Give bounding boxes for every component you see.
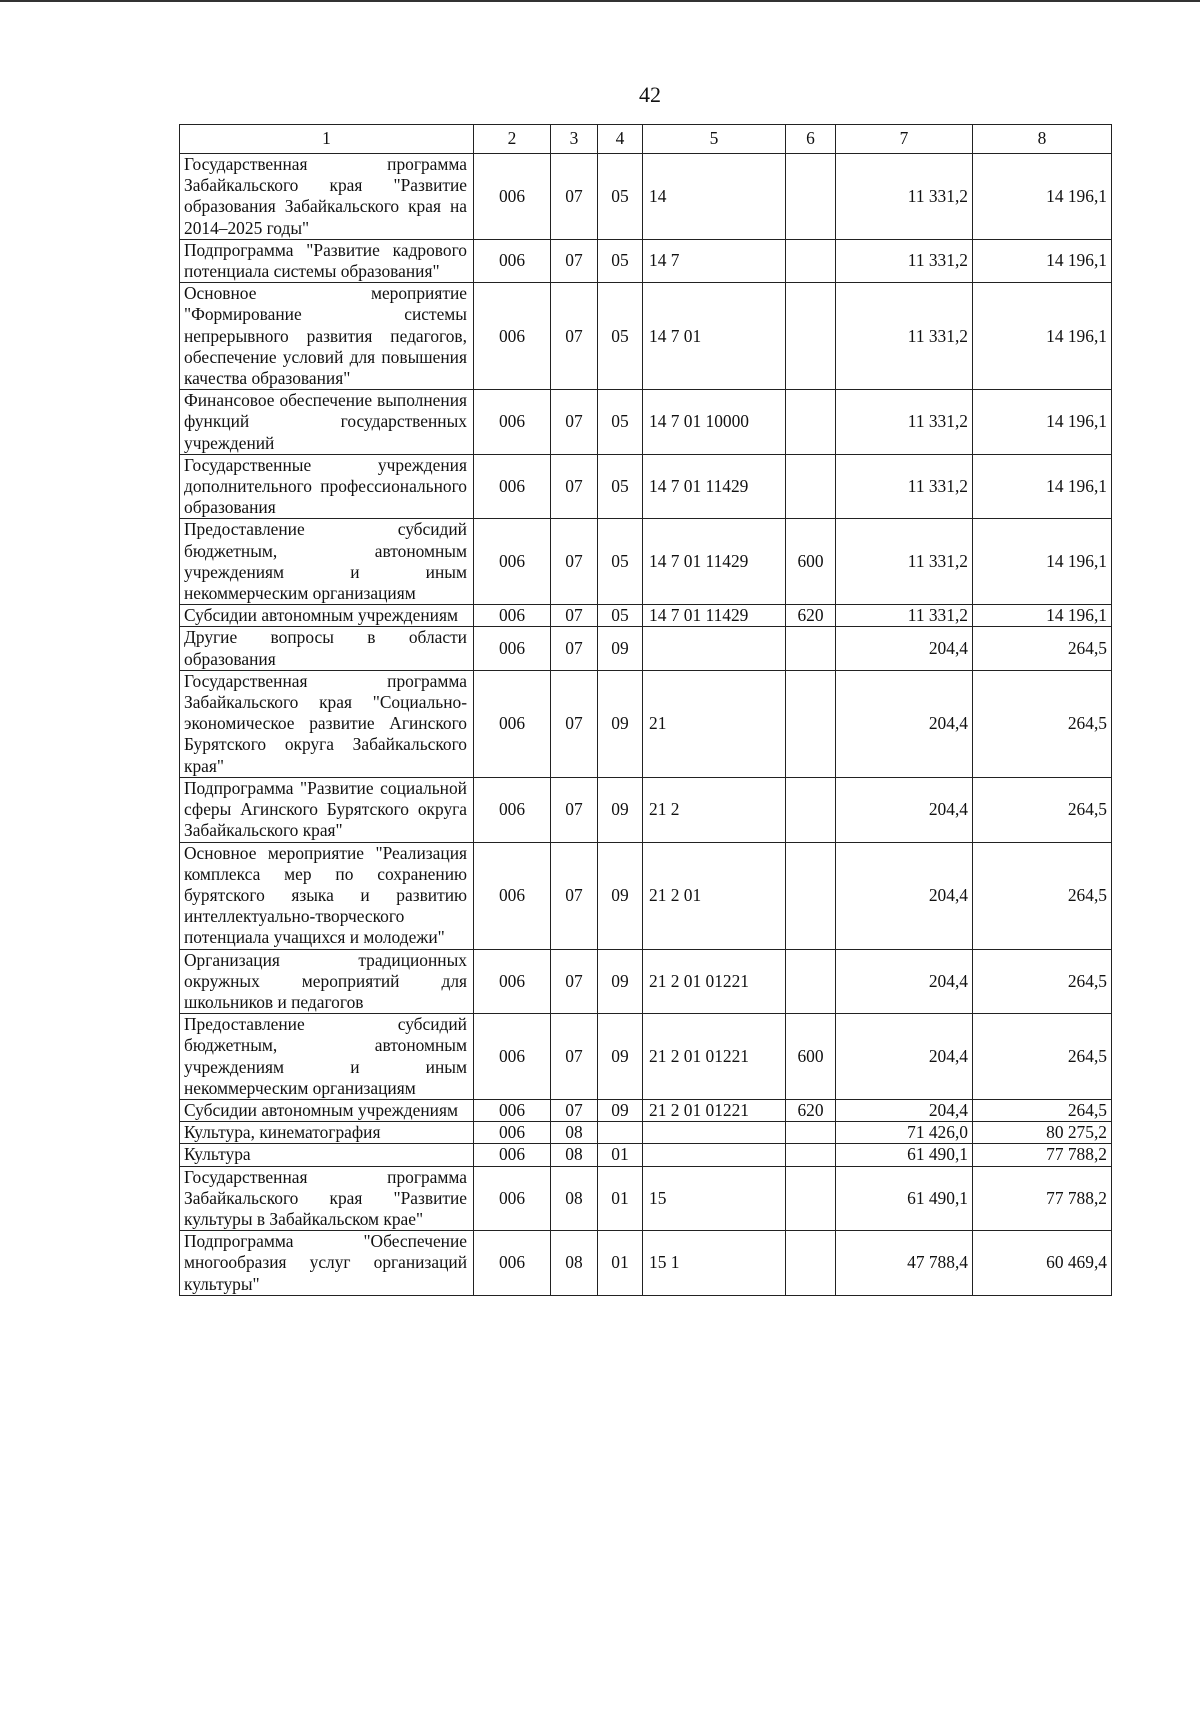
row-amount-col7-cell: 204,4 xyxy=(836,1099,973,1121)
row-target-article-cell: 21 2 01 xyxy=(643,842,786,949)
table-row xyxy=(180,1099,1112,1121)
row-subsection-cell: 09 xyxy=(598,670,643,777)
row-amount-col7-cell: 11 331,2 xyxy=(836,605,973,627)
table-row xyxy=(180,1144,1112,1166)
row-name-cell: Финансовое обеспечение выполнения функций государственных учреждений xyxy=(180,390,474,455)
table-row xyxy=(180,454,1112,519)
budget-table xyxy=(179,124,1112,1296)
row-section-cell: 08 xyxy=(551,1166,598,1231)
row-expense-type-cell xyxy=(786,777,836,842)
row-section-cell: 08 xyxy=(551,1144,598,1166)
row-expense-type-cell: 620 xyxy=(786,1099,836,1121)
row-section-cell: 07 xyxy=(551,627,598,670)
column-header-5: 5 xyxy=(643,125,786,154)
row-admin-code-cell: 006 xyxy=(474,1231,551,1296)
row-subsection-cell xyxy=(598,1122,643,1144)
row-expense-type-cell: 620 xyxy=(786,605,836,627)
row-section-cell: 07 xyxy=(551,519,598,605)
row-admin-code-cell: 006 xyxy=(474,454,551,519)
row-expense-type-cell xyxy=(786,627,836,670)
column-header-1: 1 xyxy=(180,125,474,154)
row-target-article-cell: 14 7 01 11429 xyxy=(643,605,786,627)
row-amount-col8-cell: 77 788,2 xyxy=(973,1166,1112,1231)
row-section-cell: 08 xyxy=(551,1122,598,1144)
row-name-cell: Субсидии автономным учреждениям xyxy=(180,1099,474,1121)
row-name-cell: Другие вопросы в области образования xyxy=(180,627,474,670)
row-amount-col7-cell: 71 426,0 xyxy=(836,1122,973,1144)
row-target-article-cell xyxy=(643,1122,786,1144)
row-amount-col8-cell: 80 275,2 xyxy=(973,1122,1112,1144)
table-header-row xyxy=(180,125,1112,154)
row-admin-code-cell: 006 xyxy=(474,1144,551,1166)
row-subsection-cell: 09 xyxy=(598,949,643,1014)
row-amount-col7-cell: 204,4 xyxy=(836,842,973,949)
table-row xyxy=(180,627,1112,670)
row-admin-code-cell: 006 xyxy=(474,390,551,455)
row-target-article-cell: 21 2 01 01221 xyxy=(643,949,786,1014)
row-amount-col8-cell: 264,5 xyxy=(973,949,1112,1014)
row-target-article-cell: 21 xyxy=(643,670,786,777)
table-row xyxy=(180,1166,1112,1231)
row-section-cell: 07 xyxy=(551,454,598,519)
column-header-3: 3 xyxy=(551,125,598,154)
row-section-cell: 07 xyxy=(551,1099,598,1121)
row-subsection-cell: 01 xyxy=(598,1144,643,1166)
row-amount-col7-cell: 11 331,2 xyxy=(836,390,973,455)
table-row xyxy=(180,777,1112,842)
row-target-article-cell xyxy=(643,1144,786,1166)
row-target-article-cell: 14 7 01 10000 xyxy=(643,390,786,455)
row-admin-code-cell: 006 xyxy=(474,605,551,627)
row-amount-col7-cell: 61 490,1 xyxy=(836,1166,973,1231)
row-amount-col7-cell: 11 331,2 xyxy=(836,239,973,282)
row-subsection-cell: 05 xyxy=(598,239,643,282)
row-subsection-cell: 09 xyxy=(598,842,643,949)
row-section-cell: 07 xyxy=(551,239,598,282)
table-row xyxy=(180,605,1112,627)
row-name-cell: Подпрограмма "Развитие социальной сферы Агинского Бурятского округа Забайкальского края" xyxy=(180,777,474,842)
row-subsection-cell: 09 xyxy=(598,1099,643,1121)
row-subsection-cell: 09 xyxy=(598,1014,643,1100)
row-amount-col7-cell: 204,4 xyxy=(836,1014,973,1100)
row-expense-type-cell xyxy=(786,949,836,1014)
row-section-cell: 07 xyxy=(551,154,598,240)
row-target-article-cell: 21 2 xyxy=(643,777,786,842)
row-expense-type-cell: 600 xyxy=(786,519,836,605)
table-row xyxy=(180,1231,1112,1296)
row-subsection-cell: 05 xyxy=(598,390,643,455)
row-section-cell: 07 xyxy=(551,1014,598,1100)
row-target-article-cell: 14 7 01 11429 xyxy=(643,519,786,605)
column-header-4: 4 xyxy=(598,125,643,154)
page-number: 42 xyxy=(639,82,661,107)
row-admin-code-cell: 006 xyxy=(474,777,551,842)
row-section-cell: 08 xyxy=(551,1231,598,1296)
row-name-cell: Основное мероприятие "Формирование системы непрерывного развития педагогов, обеспечение условий для повышения качества образования" xyxy=(180,283,474,390)
row-amount-col7-cell: 11 331,2 xyxy=(836,519,973,605)
page-top-border xyxy=(0,0,1200,2)
row-amount-col8-cell: 264,5 xyxy=(973,1099,1112,1121)
row-subsection-cell: 09 xyxy=(598,627,643,670)
row-amount-col7-cell: 204,4 xyxy=(836,777,973,842)
row-amount-col7-cell: 61 490,1 xyxy=(836,1144,973,1166)
table-row xyxy=(180,949,1112,1014)
row-target-article-cell: 14 7 01 xyxy=(643,283,786,390)
row-section-cell: 07 xyxy=(551,842,598,949)
row-subsection-cell: 05 xyxy=(598,454,643,519)
row-expense-type-cell xyxy=(786,842,836,949)
row-amount-col8-cell: 14 196,1 xyxy=(973,454,1112,519)
row-subsection-cell: 05 xyxy=(598,605,643,627)
column-header-6: 6 xyxy=(786,125,836,154)
row-expense-type-cell xyxy=(786,1231,836,1296)
row-subsection-cell: 09 xyxy=(598,777,643,842)
row-expense-type-cell xyxy=(786,154,836,240)
row-amount-col7-cell: 204,4 xyxy=(836,949,973,1014)
row-name-cell: Государственная программа Забайкальского края "Развитие культуры в Забайкальском крае" xyxy=(180,1166,474,1231)
table-row xyxy=(180,842,1112,949)
table-row xyxy=(180,154,1112,240)
row-admin-code-cell: 006 xyxy=(474,842,551,949)
row-subsection-cell: 01 xyxy=(598,1231,643,1296)
row-amount-col8-cell: 14 196,1 xyxy=(973,605,1112,627)
row-expense-type-cell xyxy=(786,283,836,390)
table-row xyxy=(180,239,1112,282)
row-amount-col8-cell: 264,5 xyxy=(973,627,1112,670)
table-row xyxy=(180,1014,1112,1100)
row-name-cell: Подпрограмма "Развитие кадрового потенциала системы образования" xyxy=(180,239,474,282)
row-expense-type-cell xyxy=(786,454,836,519)
row-name-cell: Государственные учреждения дополнительного профессионального образования xyxy=(180,454,474,519)
row-name-cell: Организация традиционных окружных мероприятий для школьников и педагогов xyxy=(180,949,474,1014)
row-name-cell: Предоставление субсидий бюджетным, автономным учреждениям и иным некоммерческим организациям xyxy=(180,1014,474,1100)
column-header-7: 7 xyxy=(836,125,973,154)
row-amount-col8-cell: 14 196,1 xyxy=(973,390,1112,455)
row-admin-code-cell: 006 xyxy=(474,239,551,282)
row-amount-col8-cell: 14 196,1 xyxy=(973,519,1112,605)
row-target-article-cell: 15 xyxy=(643,1166,786,1231)
row-target-article-cell: 14 7 xyxy=(643,239,786,282)
row-admin-code-cell: 006 xyxy=(474,283,551,390)
table-row xyxy=(180,283,1112,390)
table-row xyxy=(180,390,1112,455)
row-target-article-cell: 21 2 01 01221 xyxy=(643,1014,786,1100)
row-expense-type-cell xyxy=(786,670,836,777)
row-subsection-cell: 01 xyxy=(598,1166,643,1231)
row-section-cell: 07 xyxy=(551,283,598,390)
row-amount-col8-cell: 60 469,4 xyxy=(973,1231,1112,1296)
row-admin-code-cell: 006 xyxy=(474,519,551,605)
row-subsection-cell: 05 xyxy=(598,283,643,390)
row-name-cell: Предоставление субсидий бюджетным, автономным учреждениям и иным некоммерческим организациям xyxy=(180,519,474,605)
row-amount-col7-cell: 47 788,4 xyxy=(836,1231,973,1296)
row-subsection-cell: 05 xyxy=(598,154,643,240)
table-row xyxy=(180,670,1112,777)
row-section-cell: 07 xyxy=(551,670,598,777)
column-header-8: 8 xyxy=(973,125,1112,154)
row-amount-col8-cell: 14 196,1 xyxy=(973,283,1112,390)
row-admin-code-cell: 006 xyxy=(474,627,551,670)
row-target-article-cell: 21 2 01 01221 xyxy=(643,1099,786,1121)
row-expense-type-cell xyxy=(786,390,836,455)
row-name-cell: Государственная программа Забайкальского края "Социально-экономическое развитие Агинского Бурятского округа Забайкальского края" xyxy=(180,670,474,777)
row-section-cell: 07 xyxy=(551,777,598,842)
row-amount-col8-cell: 77 788,2 xyxy=(973,1144,1112,1166)
row-name-cell: Культура, кинематография xyxy=(180,1122,474,1144)
row-admin-code-cell: 006 xyxy=(474,1014,551,1100)
row-target-article-cell xyxy=(643,627,786,670)
row-target-article-cell: 14 7 01 11429 xyxy=(643,454,786,519)
row-name-cell: Культура xyxy=(180,1144,474,1166)
row-amount-col7-cell: 204,4 xyxy=(836,627,973,670)
row-amount-col8-cell: 14 196,1 xyxy=(973,154,1112,240)
row-amount-col8-cell: 264,5 xyxy=(973,777,1112,842)
row-admin-code-cell: 006 xyxy=(474,949,551,1014)
row-amount-col7-cell: 11 331,2 xyxy=(836,454,973,519)
row-amount-col7-cell: 11 331,2 xyxy=(836,283,973,390)
row-expense-type-cell xyxy=(786,239,836,282)
row-name-cell: Государственная программа Забайкальского края "Развитие образования Забайкальского края на 2014–2025 годы" xyxy=(180,154,474,240)
column-header-2: 2 xyxy=(474,125,551,154)
row-section-cell: 07 xyxy=(551,605,598,627)
row-amount-col8-cell: 264,5 xyxy=(973,842,1112,949)
row-amount-col7-cell: 11 331,2 xyxy=(836,154,973,240)
table-row xyxy=(180,1122,1112,1144)
row-section-cell: 07 xyxy=(551,949,598,1014)
row-name-cell: Подпрограмма "Обеспечение многообразия услуг организаций культуры" xyxy=(180,1231,474,1296)
row-expense-type-cell xyxy=(786,1122,836,1144)
row-name-cell: Основное мероприятие "Реализация комплекса мер по сохранению бурятского языка и развитию интеллектуально-творческого потенциала учащихся и молодежи" xyxy=(180,842,474,949)
row-admin-code-cell: 006 xyxy=(474,1166,551,1231)
row-target-article-cell: 14 xyxy=(643,154,786,240)
row-section-cell: 07 xyxy=(551,390,598,455)
row-admin-code-cell: 006 xyxy=(474,1099,551,1121)
row-admin-code-cell: 006 xyxy=(474,154,551,240)
row-amount-col8-cell: 264,5 xyxy=(973,1014,1112,1100)
table-row xyxy=(180,519,1112,605)
row-expense-type-cell: 600 xyxy=(786,1014,836,1100)
row-target-article-cell: 15 1 xyxy=(643,1231,786,1296)
row-expense-type-cell xyxy=(786,1144,836,1166)
row-admin-code-cell: 006 xyxy=(474,670,551,777)
row-subsection-cell: 05 xyxy=(598,519,643,605)
row-amount-col8-cell: 14 196,1 xyxy=(973,239,1112,282)
row-admin-code-cell: 006 xyxy=(474,1122,551,1144)
table-body xyxy=(180,154,1112,1296)
row-expense-type-cell xyxy=(786,1166,836,1231)
row-name-cell: Субсидии автономным учреждениям xyxy=(180,605,474,627)
row-amount-col7-cell: 204,4 xyxy=(836,670,973,777)
row-amount-col8-cell: 264,5 xyxy=(973,670,1112,777)
